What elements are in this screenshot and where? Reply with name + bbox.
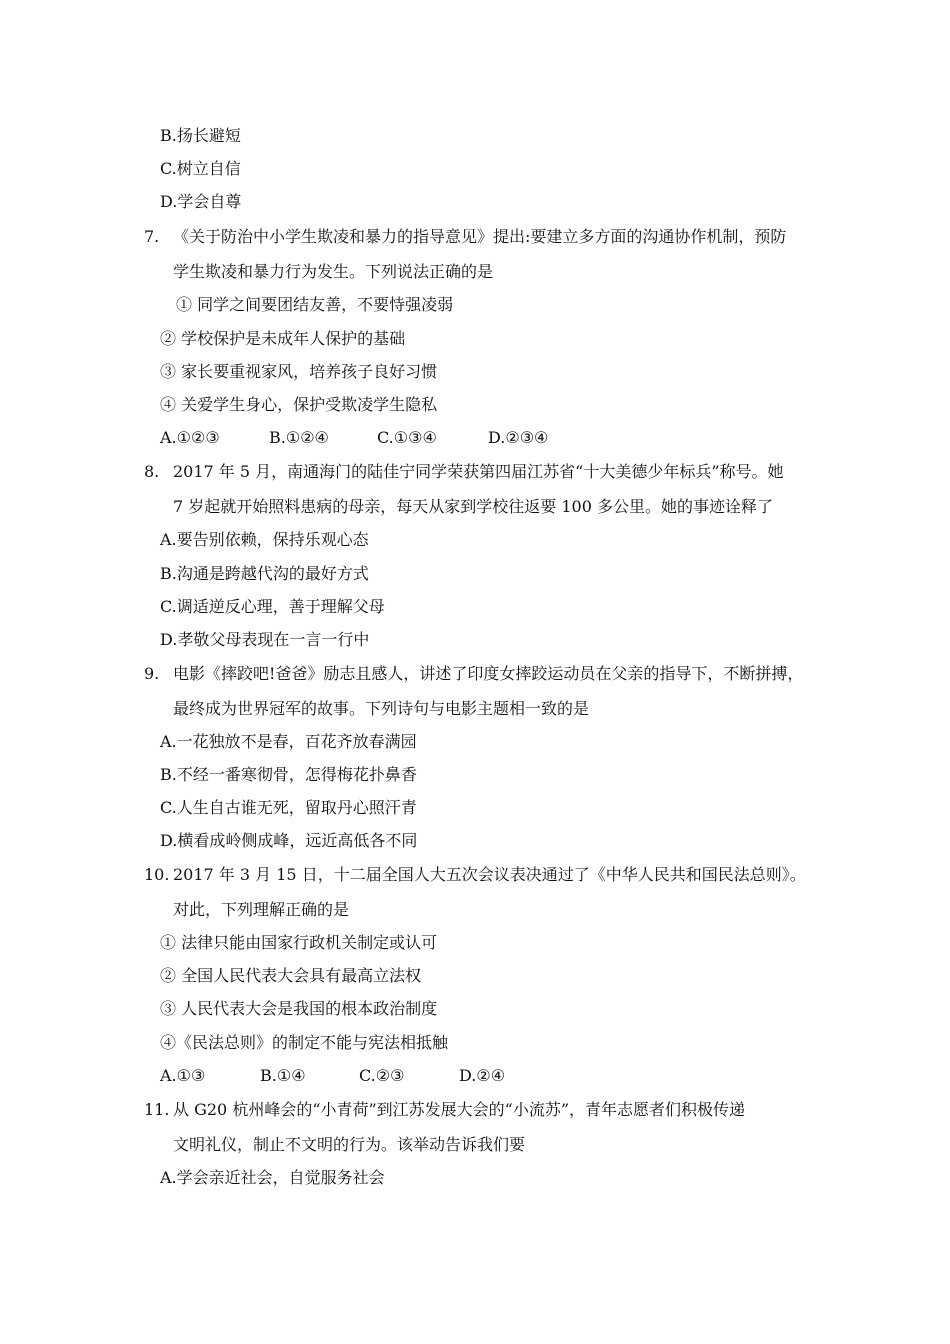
option-a: A.一花独放不是春，百花齐放春满园 xyxy=(160,732,417,751)
statement-4: ④ 关爱学生身心，保护受欺凌学生隐私 xyxy=(160,395,438,414)
choice-a: A.①②③ xyxy=(160,428,220,447)
option-c: C.树立自信 xyxy=(160,159,241,178)
option-a: A.要告别依赖，保持乐观心态 xyxy=(160,530,369,549)
statement-3: ③ 人民代表大会是我国的根本政治制度 xyxy=(160,999,438,1018)
choice-d: D.②④ xyxy=(459,1066,506,1085)
statement-4: ④《民法总则》的制定不能与宪法相抵触 xyxy=(160,1033,449,1052)
question-text: 《关于防治中小学生欺凌和暴力的指导意见》提出:要建立多方面的沟通协作机制，预防 xyxy=(173,227,787,246)
question-text-cont: 7 岁起就开始照料患病的母亲，每天从家到学校往返要 100 多公里。她的事迹诠释了 xyxy=(173,497,773,516)
question-text: 2017 年 3 月 15 日，十二届全国人大五次会议表决通过了《中华人民共和国民法总则》。 xyxy=(173,865,806,884)
statement-3: ③ 家长要重视家风，培养孩子良好习惯 xyxy=(160,362,438,381)
option-d: D.孝敬父母表现在一言一行中 xyxy=(160,630,370,649)
option-b: B.不经一番寒彻骨，怎得梅花扑鼻香 xyxy=(160,765,417,784)
option-a: A.学会亲近社会，自觉服务社会 xyxy=(160,1168,385,1187)
question-text-cont: 对此，下列理解正确的是 xyxy=(173,900,350,919)
question-number: 11. xyxy=(144,1100,170,1119)
choice-c: C.②③ xyxy=(359,1066,405,1085)
question-number: 10. xyxy=(144,865,170,884)
option-c: C.调适逆反心理，善于理解父母 xyxy=(160,597,385,616)
question-number: 7. xyxy=(144,227,160,246)
question-text-cont: 学生欺凌和暴力行为发生。下列说法正确的是 xyxy=(173,262,494,281)
question-text: 2017 年 5 月，南通海门的陆佳宁同学荣获第四届江苏省“十大美德少年标兵”称号。她 xyxy=(173,462,784,481)
question-text: 从 G20 杭州峰会的“小青荷”到江苏发展大会的“小流苏”，青年志愿者们积极传递 xyxy=(173,1100,746,1119)
choice-d: D.②③④ xyxy=(488,428,549,447)
statement-2: ② 学校保护是未成年人保护的基础 xyxy=(160,329,406,348)
option-b: B.沟通是跨越代沟的最好方式 xyxy=(160,564,369,583)
option-d: D.横看成岭侧成峰，远近高低各不同 xyxy=(160,831,418,850)
option-b: B.扬长避短 xyxy=(160,126,241,145)
statement-1: ① 法律只能由国家行政机关制定或认可 xyxy=(160,933,438,952)
question-number: 9. xyxy=(144,664,160,683)
question-text-cont: 最终成为世界冠军的故事。下列诗句与电影主题相一致的是 xyxy=(173,699,590,718)
option-d: D.学会自尊 xyxy=(160,192,242,211)
question-number: 8. xyxy=(144,462,160,481)
option-c: C.人生自古谁无死，留取丹心照汗青 xyxy=(160,798,417,817)
statement-2: ② 全国人民代表大会具有最高立法权 xyxy=(160,966,422,985)
choice-b: B.①②④ xyxy=(269,428,329,447)
choice-b: B.①④ xyxy=(260,1066,306,1085)
statement-1: ① 同学之间要团结友善，不要恃强凌弱 xyxy=(176,295,454,314)
question-text: 电影《摔跤吧!爸爸》励志且感人，讲述了印度女摔跤运动员在父亲的指导下，不断拼搏， xyxy=(173,664,804,683)
choice-c: C.①③④ xyxy=(377,428,437,447)
question-text-cont: 文明礼仪，制止不文明的行为。该举动告诉我们要 xyxy=(173,1135,526,1154)
choice-a: A.①③ xyxy=(160,1066,206,1085)
